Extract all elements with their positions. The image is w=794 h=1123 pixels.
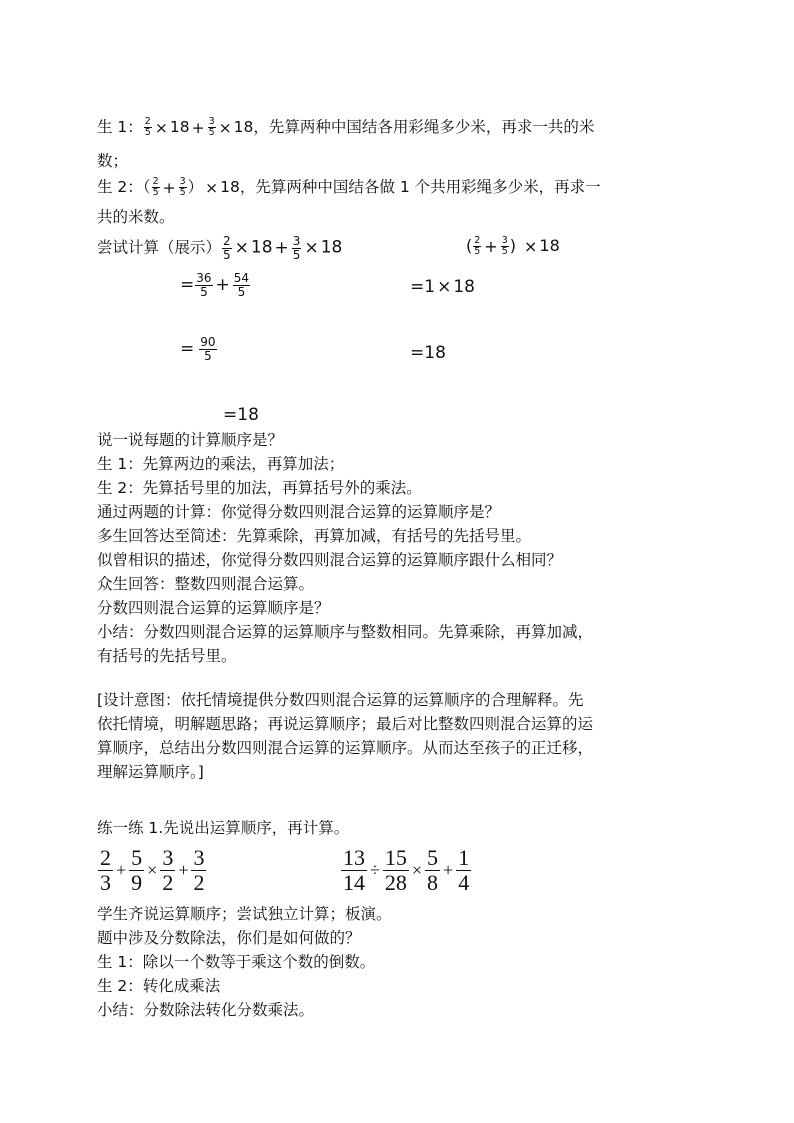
division-answer-1: 生 1：除以一个数等于乘这个数的倒数。 (97, 953, 376, 971)
answer-student1: 生 1：先算两边的乘法，再算加法； (97, 455, 345, 473)
question-similar: 似曾相识的描述，你觉得分数四则混合运算的运算顺序跟什么相同？ (97, 551, 563, 569)
fraction-3-5: $\frac{3}{5}$ (208, 116, 215, 138)
summary-1-line-b: 有括号的先括号里。 (97, 647, 237, 665)
group-answer: 众生回答：整数四则混合运算。 (97, 575, 315, 593)
practice-heading: 练一练 1.先说出运算顺序，再计算。 (97, 819, 350, 837)
try-calc-right-expression: ( $\frac{2}{5}$ + $\frac{3}{5}$ ) × 18 (466, 235, 560, 257)
practice-problem-1: $\frac{2}{3}$ + $\frac{5}{9}$ × $\frac{3}{2}$ + $\frac{3}{2}$ (100, 845, 205, 895)
calc-step-2-left: = $\frac{90}{5}$ (180, 335, 216, 363)
practice-problem-2: $\frac{13}{14}$ ÷ $\frac{15}{28}$ × $\frac{5}{8}$ + $\frac{1}{4}$ (343, 845, 470, 895)
calc-step-1-left: = $\frac{36}{5}$ + $\frac{54}{5}$ (180, 271, 250, 299)
design-intent-4: 理解运算顺序。] (97, 763, 204, 781)
question-order: 说一说每题的计算顺序是？ (97, 431, 284, 449)
student2-method-line: 生 2：（ $\frac{2}{5}$ + $\frac{3}{5}$ ） × 18，先算两种中国结各做 1 个共用彩绳多少米，再求一 (97, 176, 601, 198)
calc-step-1-right: =1 × 18 (410, 277, 475, 297)
design-intent-1: [设计意图：依托情境提供分数四则混合运算的运算顺序的合理解释。先 (97, 691, 584, 709)
design-intent-3: 算顺序，总结出分数四则混合运算的运算顺序。从而达至孩子的正迁移， (97, 739, 594, 757)
summary-2: 小结：分数除法转化分数乘法。 (97, 1001, 315, 1019)
question-division: 题中涉及分数除法，你们是如何做的？ (97, 929, 361, 947)
student1-method-line: 生 1： $\frac{2}{5}$ × 18 + $\frac{3}{5}$ × 18，先算两种中国结各用彩绳多少米，再求一共的米 (97, 116, 595, 138)
student2-method-cont: 共的米数。 (97, 208, 175, 226)
student1-method-cont: 数； (97, 152, 129, 170)
calc-step-3-left: =18 (223, 405, 259, 425)
fraction-2-5: $\frac{2}{5}$ (144, 116, 151, 138)
question-order-2: 分数四则混合运算的运算顺序是？ (97, 599, 330, 617)
many-students-answer: 多生回答达至简述：先算乘除，再算加减，有括号的先括号里。 (97, 527, 532, 545)
try-calc-line: 尝试计算（展示） $\frac{2}{5}$ × 18 + $\frac{3}{5}$ × 18 (97, 234, 343, 262)
students-action: 学生齐说运算顺序；尝试独立计算；板演。 (97, 905, 392, 923)
calc-step-2-right: =18 (410, 343, 446, 363)
answer-student2: 生 2：先算括号里的加法，再算括号外的乘法。 (97, 479, 422, 497)
division-answer-2: 生 2：转化成乘法 (97, 977, 221, 995)
summary-1-line-a: 小结：分数四则混合运算的运算顺序与整数相同。先算乘除，再算加减， (97, 623, 594, 641)
question-rule: 通过两题的计算：你觉得分数四则混合运算的运算顺序是？ (97, 503, 501, 521)
design-intent-2: 依托情境，明解题思路；再说运算顺序；最后对比整数四则混合运算的运 (97, 715, 594, 733)
